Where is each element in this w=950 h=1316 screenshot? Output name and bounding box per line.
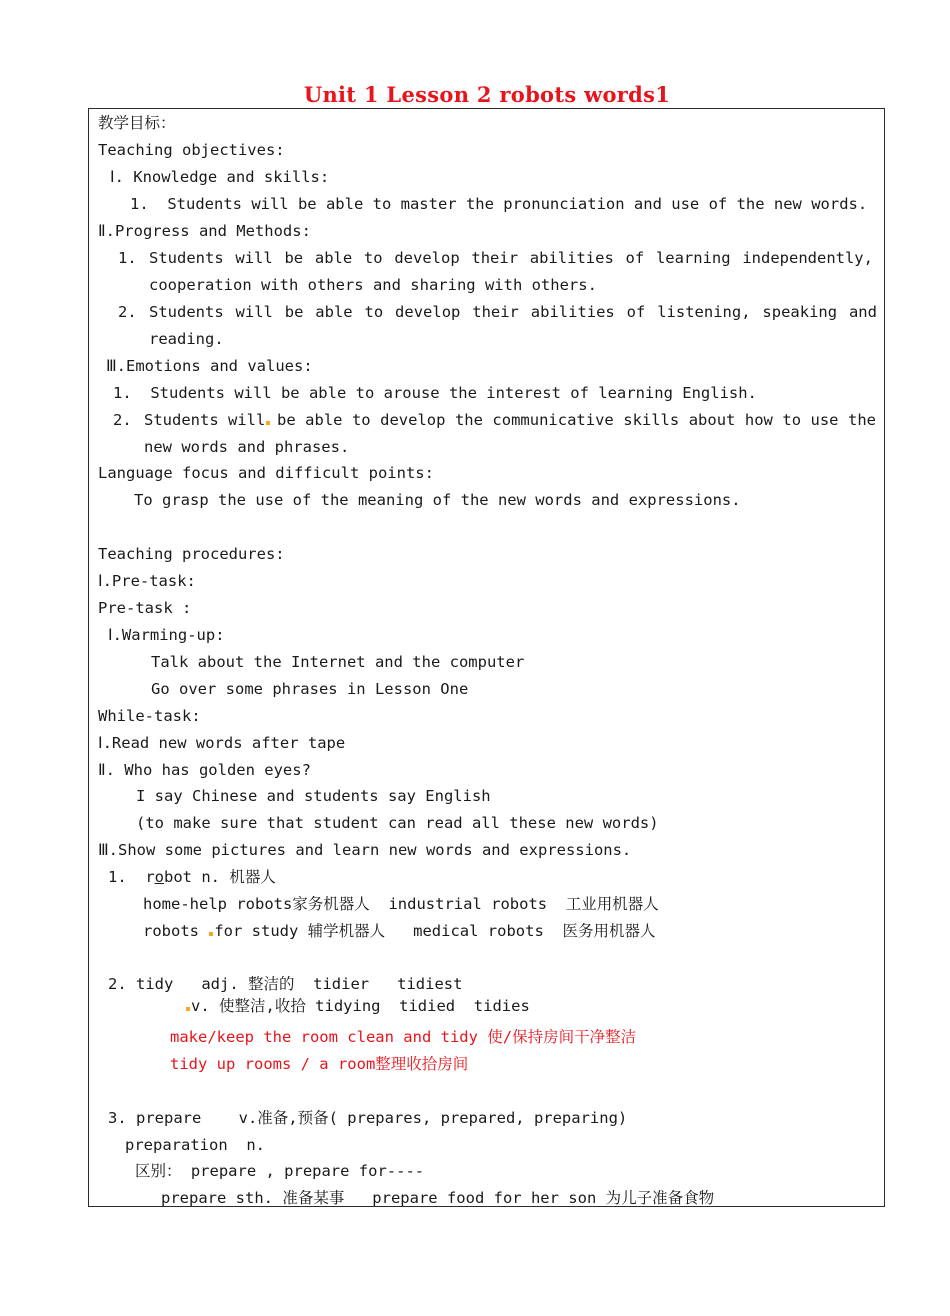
word: of — [626, 303, 646, 321]
word: be — [284, 249, 304, 267]
word: to — [364, 303, 384, 321]
objectives-heading: Teaching objectives: — [98, 141, 285, 159]
word: learning — [655, 249, 731, 267]
emotions-item-2-start: Students will — [144, 410, 271, 430]
word: how — [744, 411, 773, 429]
word: be — [277, 411, 296, 429]
pretask-heading-1: Ⅰ.Pre-task: — [98, 572, 196, 590]
word: use — [810, 411, 839, 429]
word: the — [454, 411, 483, 429]
word: of — [625, 249, 645, 267]
word: develop — [380, 411, 446, 429]
word: their — [472, 303, 519, 321]
word: to — [782, 411, 802, 429]
word-1-robot: 1. robot n. 机器人 — [108, 868, 276, 886]
whiletask-read: Ⅰ.Read new words after tape — [98, 734, 346, 752]
word: independently, — [742, 249, 873, 267]
warmup-goover: Go over some phrases in Lesson One — [151, 680, 469, 698]
word-3-difference: 区别： prepare , prepare for---- — [135, 1162, 425, 1180]
page-title: Unit 1 Lesson 2 robots words1 — [303, 82, 671, 107]
highlight-marker — [266, 421, 270, 425]
word: abilities — [529, 249, 614, 267]
word: listening, — [657, 303, 751, 321]
knowledge-heading: Ⅰ. Knowledge and skills: — [110, 168, 330, 186]
progress-item-1-line-2: cooperation with others and sharing with others. — [149, 276, 597, 294]
word-1-examples-b: robots for study 辅学机器人 medical robots 医务用机器人 — [143, 922, 656, 940]
word: be — [284, 303, 304, 321]
word-3-prepare: 3. prepare v.准备,预备( prepares, prepared, preparing) — [108, 1109, 628, 1127]
word-2-phrase-1: make/keep the room clean and tidy 使/保持房间干净整洁 — [170, 1028, 637, 1046]
whiletask-golden: Ⅱ. Who has golden eyes? — [98, 761, 311, 779]
warmup-talk: Talk about the Internet and the computer — [151, 653, 525, 671]
word: Students — [149, 249, 224, 267]
progress-item-1-number: 1. — [118, 249, 137, 267]
progress-item-1-line-1 — [149, 248, 873, 268]
objectives-heading-cn: 教学目标： — [98, 114, 176, 132]
progress-item-2-line-1 — [149, 302, 877, 322]
warmup-heading: Ⅰ.Warming-up: — [108, 626, 225, 644]
word: to — [351, 411, 371, 429]
word: develop — [395, 303, 461, 321]
word-2-tidy: 2. tidy adj. 整洁的 tidier tidiest — [108, 975, 463, 993]
procedures-heading: Teaching procedures: — [98, 545, 285, 563]
word: to — [363, 249, 383, 267]
emotions-item-1: 1. Students will be able to arouse the interest of learning English. — [113, 384, 757, 402]
word: able — [314, 249, 353, 267]
emotions-item-2-line-1 — [277, 410, 876, 430]
whiletask-show: Ⅲ.Show some pictures and learn new words and expressions. — [98, 841, 632, 859]
progress-heading: Ⅱ.Progress and Methods: — [98, 222, 311, 240]
emotions-item-2-number: 2. — [113, 411, 132, 429]
knowledge-item-1: 1. Students will be able to master the pronunciation and use of the new words. — [130, 195, 868, 213]
word: about — [688, 411, 736, 429]
emotions-item-2-line-2: new words and phrases. — [144, 438, 350, 456]
word: able — [315, 303, 353, 321]
word: develop — [394, 249, 460, 267]
focus-heading: Language focus and difficult points: — [98, 464, 434, 482]
word: communicative — [492, 411, 614, 429]
focus-text: To grasp the use of the meaning of the new words and expressions. — [134, 491, 741, 509]
highlight-marker — [209, 932, 213, 936]
word: skills — [623, 411, 680, 429]
emotions-heading: Ⅲ.Emotions and values: — [106, 357, 313, 375]
word: will — [235, 303, 273, 321]
word: abilities — [530, 303, 615, 321]
word-2-phrase-2: tidy up rooms / a room整理收拾房间 — [170, 1055, 469, 1073]
highlight-marker — [186, 1007, 190, 1011]
word-1-examples-a: home-help robots家务机器人 industrial robots 工业用机器人 — [143, 895, 659, 913]
word: able — [305, 411, 343, 429]
word: their — [471, 249, 519, 267]
word-3-example: prepare sth. 准备某事 prepare food for her son 为儿子准备食物 — [161, 1189, 715, 1207]
pretask-heading-2: Pre-task : — [98, 599, 192, 617]
word: Students — [149, 303, 224, 321]
word: the — [848, 411, 876, 429]
whiletask-heading: While-task: — [98, 707, 201, 725]
progress-item-2-line-2: reading. — [149, 330, 224, 348]
whiletask-isay: I say Chinese and students say English — [136, 787, 491, 805]
word: will — [235, 249, 273, 267]
word: and — [848, 303, 877, 321]
word-3-noun: preparation n. — [125, 1136, 265, 1154]
word-2-verb: v. 使整洁,收拾 tidying tidied tidies — [185, 996, 530, 1016]
progress-item-2-number: 2. — [118, 303, 137, 321]
whiletask-makesure: (to make sure that student can read all these new words) — [136, 814, 659, 832]
word: speaking — [762, 303, 838, 321]
